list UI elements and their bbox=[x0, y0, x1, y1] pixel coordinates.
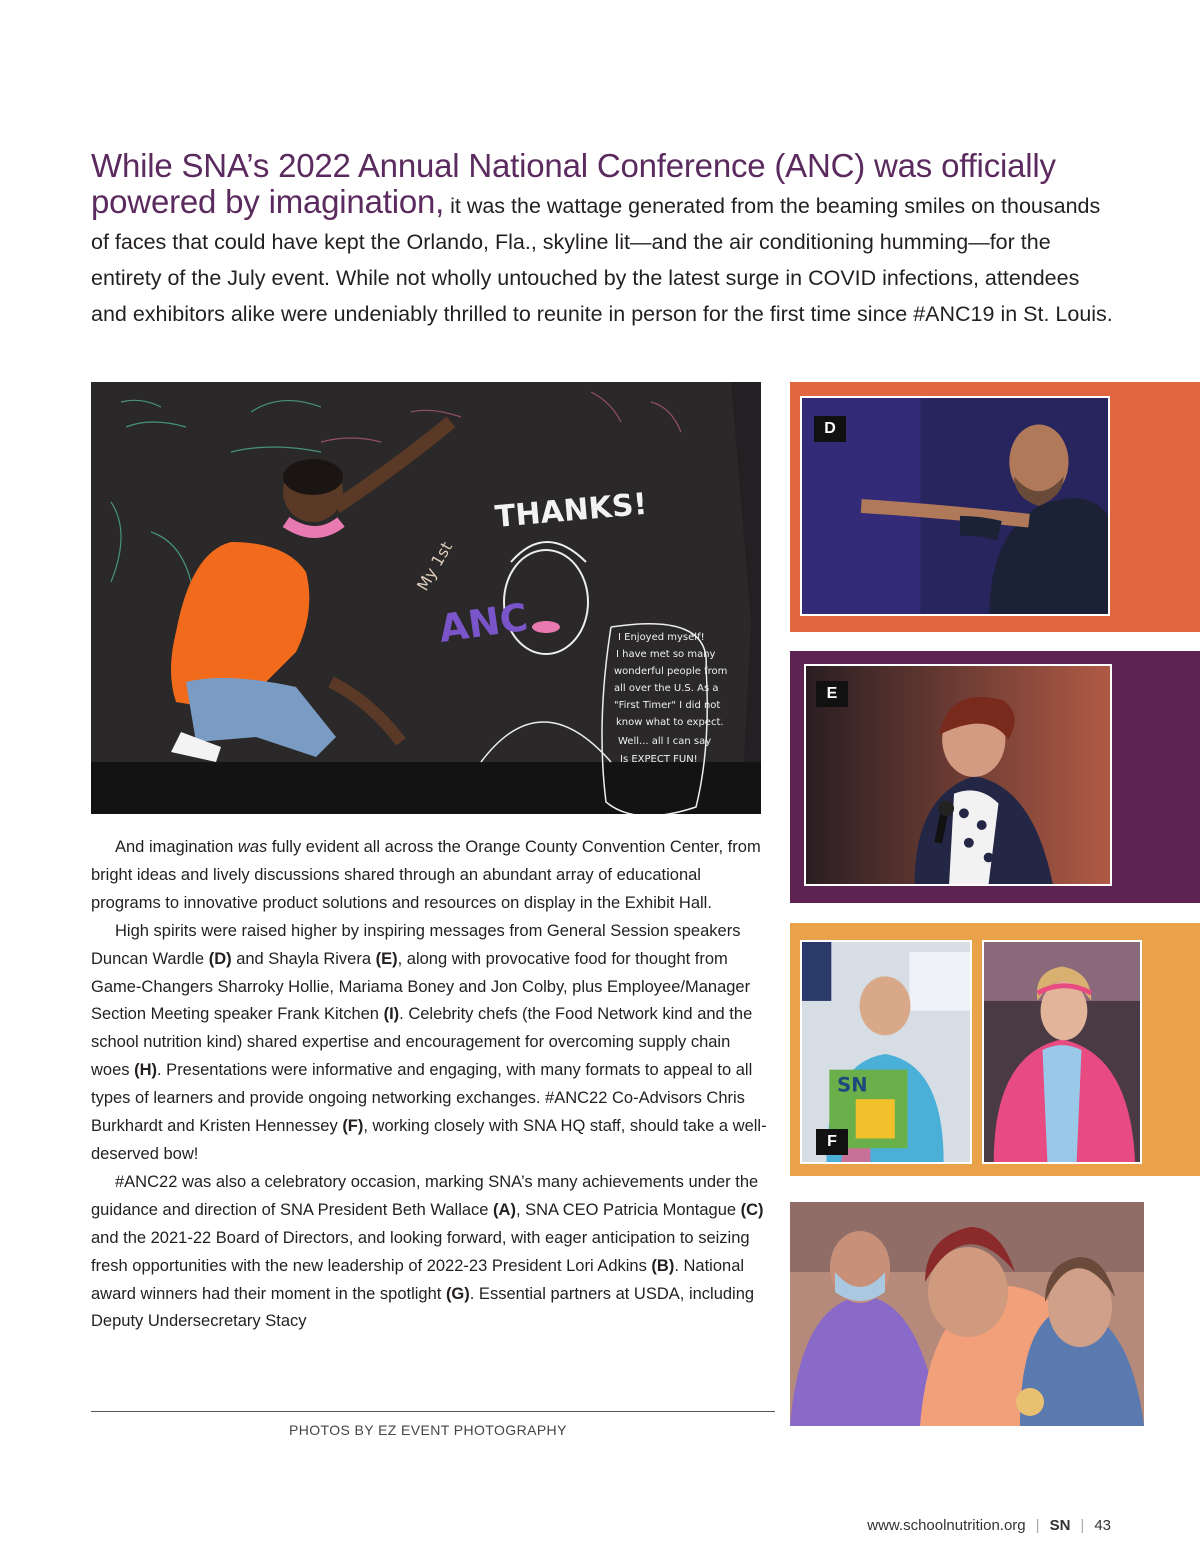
page-footer bbox=[867, 1517, 1111, 1534]
svg-text:wonderful people from: wonderful people from bbox=[614, 666, 728, 677]
photo-f-advisor-2 bbox=[982, 940, 1142, 1164]
photo-panel-d bbox=[790, 382, 1200, 632]
divider bbox=[91, 1411, 775, 1412]
intro-paragraph bbox=[91, 148, 1121, 332]
photo-panel-f bbox=[790, 923, 1200, 1176]
svg-text:"First Timer" I did not: "First Timer" I did not bbox=[614, 700, 721, 711]
article-paragraph-1: And imagination was fully evident all across the Orange County Convention Center, from bright ideas and lively discussions shared through an abundant array of educational programs to innovative product solutions and resources on display in the Exhibit Hall. bbox=[91, 838, 761, 912]
footer-separator-2: | bbox=[1080, 1517, 1085, 1534]
svg-text:all over the U.S. As a: all over the U.S. As a bbox=[614, 683, 719, 694]
board-thanks-text: THANKS! bbox=[493, 486, 649, 535]
photo-label-f: F bbox=[816, 1129, 848, 1155]
photo-label-e: E bbox=[816, 681, 848, 707]
svg-text:I have met so many: I have met so many bbox=[616, 649, 716, 660]
page-number: 43 bbox=[1094, 1517, 1111, 1534]
article-paragraph-2: High spirits were raised higher by inspiring messages from General Session speakers Duncan Wardle (D) and Shayla Rivera (E), along with provocative food for thought from Game-Changers Sharroky Hollie, Mariama Boney and Jon Colby, plus Employee/Manager Section Meeting speaker Frank Kitchen (I). Celebrity chefs (the Food Network kind and the school nutrition kind) shared expertise and encouragement for overcoming supply chain woes (H). Presentations were informative and engaging, with many formats to appeal to all types of learners and provide ongoing networking exchanges. #ANC22 Co-Advisors Chris Burkhardt and Kristen Hennessey (F), working closely with SNA HQ staff, should take a well-deserved bow! bbox=[91, 921, 767, 1163]
footer-magazine: SN bbox=[1049, 1517, 1071, 1534]
photo-d-speaker bbox=[800, 396, 1110, 616]
intro-body: it was the wattage generated from the beaming smiles on thousands of faces that could have kept the Orlando, Fla., skyline lit—and the air conditioning humming—for the entirety of the July event. While not wholly untouched by the latest surge in COVID infections, attendees and exhibitors alike were undeniably thrilled to reunite in person for the first time since #ANC19 in St. Louis. bbox=[91, 194, 1113, 326]
crowd-photo bbox=[790, 1202, 1144, 1426]
svg-text:Well... all I can say: Well... all I can say bbox=[618, 736, 712, 747]
intro-lead: While SNA’s 2022 Annual National Conference (ANC) was officially powered by imagination, bbox=[91, 147, 1056, 220]
article-body bbox=[91, 834, 767, 1336]
svg-text:Is EXPECT FUN!: Is EXPECT FUN! bbox=[620, 754, 698, 765]
photo-credit: PHOTOS BY EZ EVENT PHOTOGRAPHY bbox=[289, 1422, 567, 1438]
svg-text:ANC: ANC bbox=[436, 594, 531, 651]
photo-label-d: D bbox=[814, 416, 846, 442]
chalkboard-photo bbox=[91, 382, 761, 814]
photo-panel-e bbox=[790, 651, 1200, 903]
article-paragraph-3: #ANC22 was also a celebratory occasion, marking SNA’s many achievements under the guidance and direction of SNA President Beth Wallace (A), SNA CEO Patricia Montague (C) and the 2021-22 Board of Directors, and looking forward, with eager anticipation to seizing fresh opportunities with the new leadership of 2022-23 President Lori Adkins (B). National award winners had their moment in the spotlight (G). Essential partners at USDA, including Deputy Undersecretary Stacy bbox=[91, 1172, 764, 1331]
svg-text:know what to expect.: know what to expect. bbox=[616, 717, 724, 728]
footer-url[interactable]: www.schoolnutrition.org bbox=[867, 1517, 1026, 1534]
photo-e-speaker bbox=[804, 664, 1112, 886]
svg-text:My 1st: My 1st bbox=[413, 538, 457, 594]
sn-sign-text: SN bbox=[837, 1073, 868, 1097]
footer-separator: | bbox=[1035, 1517, 1040, 1534]
svg-text:I Enjoyed myself!: I Enjoyed myself! bbox=[618, 632, 705, 643]
